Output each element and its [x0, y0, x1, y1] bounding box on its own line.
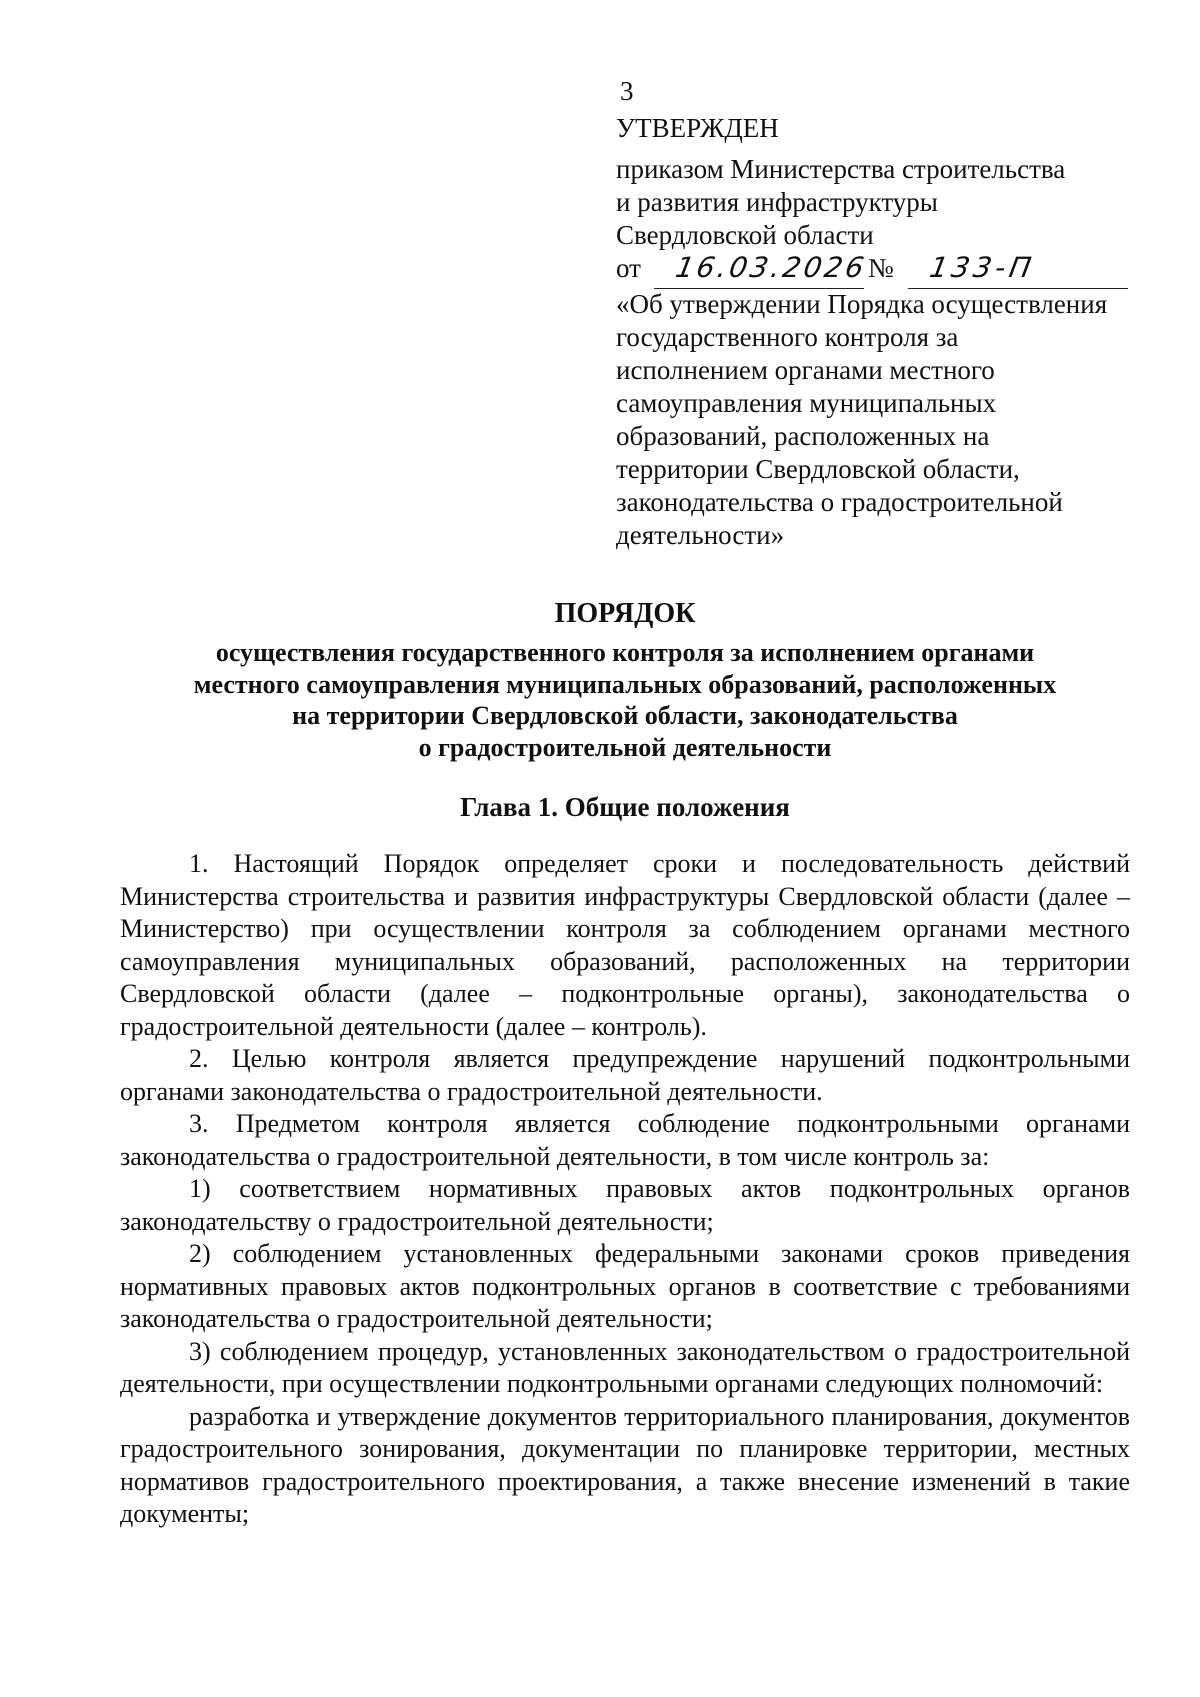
handwritten-date-text: 16.03.2026: [673, 251, 870, 284]
approval-subject-line: деятельности»: [616, 520, 785, 550]
approval-subject-line: территории Свердловской области,: [616, 454, 1020, 484]
page-number: 3: [620, 76, 634, 106]
approval-order-line: Свердловской области: [616, 220, 874, 250]
approval-stamp: УТВЕРЖДЕН: [616, 113, 779, 143]
paragraph: 2) соблюдением установленных федеральными законами сроков приведения нормативных правовых актов подконтрольных органов в соответствие с требованиями законодательства о градостроительной деятельности;: [120, 1239, 1130, 1333]
approval-subject-line: самоуправления муниципальных: [616, 388, 997, 418]
approval-subject-line: образований, расположенных на: [616, 421, 990, 451]
number-sign: №: [868, 253, 894, 283]
handwritten-date: [654, 248, 870, 289]
title-subtitle-line: осуществления государственного контроля за исполнением органами: [215, 638, 1035, 667]
approval-subject-line: государственного контроля за: [616, 322, 959, 352]
title-subtitle-line: на территории Свердловской области, законодательства: [292, 701, 958, 730]
date-prefix: от: [616, 253, 641, 283]
approval-subject-line: исполнением органами местного: [616, 355, 995, 385]
paragraph: 3. Предметом контроля является соблюдение подконтрольными органами законодательства о градостроительной деятельности, в том числе контроль за:: [120, 1109, 1130, 1171]
paragraph: разработка и утверждение документов территориального планирования, документов градостроительного зонирования, документации по планировке территории, местных нормативов градостроительного проектирования, а также внесение изменений в такие документы;: [120, 1401, 1130, 1528]
approval-order-line: приказом Министерства строительства: [616, 154, 1066, 184]
title-subtitle-line: местного самоуправления муниципальных образований, расположенных: [193, 669, 1057, 699]
approval-date-row: [616, 252, 1136, 288]
handwritten-number: [908, 248, 1128, 289]
approval-subject-line: «Об утверждении Порядка осуществления: [616, 289, 1108, 319]
chapter-heading: Глава 1. Общие положения: [460, 792, 790, 822]
approval-subject-line: законодательства о градостроительной: [616, 487, 1063, 517]
title-subtitle-line: о градостроительной деятельности: [418, 732, 832, 762]
paragraph: 1) соответствием нормативных правовых актов подконтрольных органов законодательству о градостроительной деятельности;: [120, 1174, 1130, 1236]
approval-block: [616, 112, 1136, 552]
paragraph: 3) соблюдением процедур, установленных законодательством о градостроительной деятельности, при осуществлении подконтрольными органами следующих полномочий:: [120, 1336, 1130, 1398]
paragraph: 1. Настоящий Порядок определяет сроки и последовательность действий Министерства строительства и развития инфраструктуры Свердловской области (далее – Министерство) при осуществлении контроля за соблюдением органами местного самоуправления муниципальных образований, расположенных на территории Свердловской области (далее – подконтрольные органы), законодательства о градостроительной деятельности (далее – контроль).: [120, 849, 1130, 1041]
document-title: [120, 597, 1130, 763]
handwritten-number-text: 133-П: [927, 251, 1038, 284]
paragraph: 2. Целью контроля является предупреждение нарушений подконтрольными органами законодательства о градостроительной деятельности.: [120, 1044, 1130, 1106]
title-main: ПОРЯДОК: [554, 598, 696, 629]
approval-order-line: и развития инфраструктуры: [616, 187, 938, 217]
document-body: [120, 848, 1130, 1531]
